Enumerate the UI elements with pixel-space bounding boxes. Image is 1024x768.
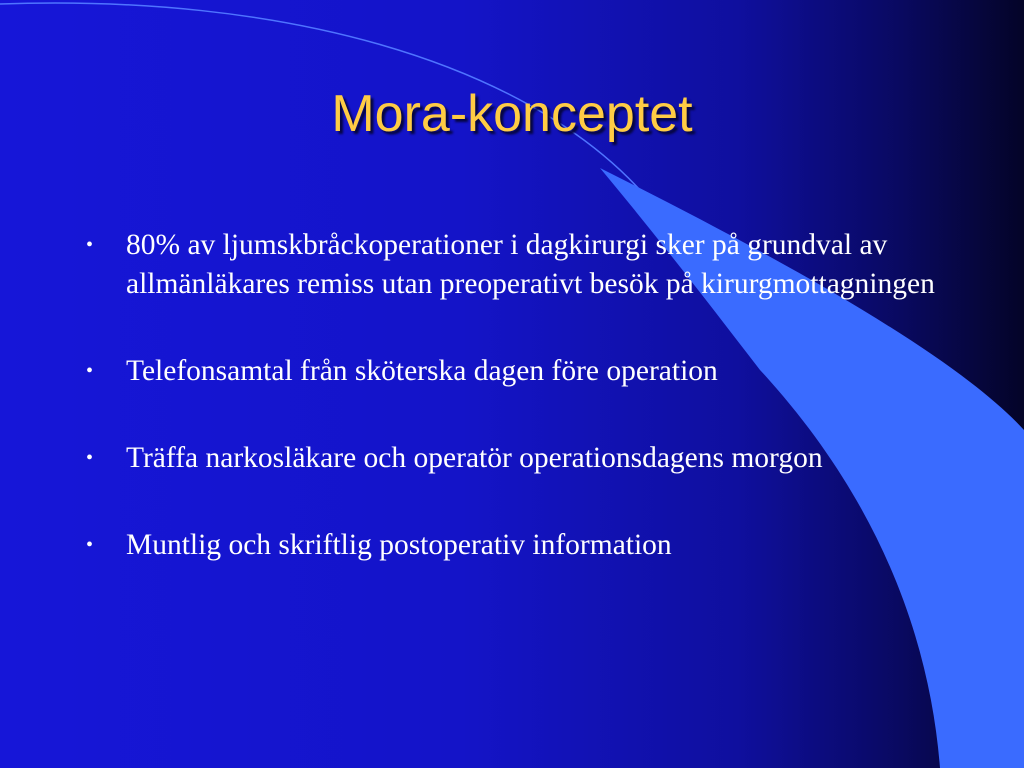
- list-item: [86, 526, 946, 565]
- list-item-text: Muntlig och skriftlig postoperativ information: [126, 529, 672, 561]
- bullet-dot-icon: •: [86, 360, 94, 382]
- list-item: [86, 226, 946, 304]
- bullet-dot-icon: •: [86, 234, 94, 256]
- list-item: [86, 439, 946, 478]
- slide-title: Mora-konceptet: [331, 85, 693, 143]
- bullet-list: [86, 226, 946, 565]
- bullet-dot-icon: •: [86, 447, 94, 469]
- bullet-dot-icon: •: [86, 534, 94, 556]
- list-item-text: Träffa narkosläkare och operatör operationsdagens morgon: [126, 442, 823, 474]
- list-item-text: 80% av ljumskbråckoperationer i dagkirurgi sker på grundval av allmänläkares remiss utan preoperativt besök på kirurgmottagningen: [126, 229, 935, 300]
- list-item-text: Telefonsamtal från sköterska dagen före operation: [126, 355, 718, 387]
- list-item: [86, 352, 946, 391]
